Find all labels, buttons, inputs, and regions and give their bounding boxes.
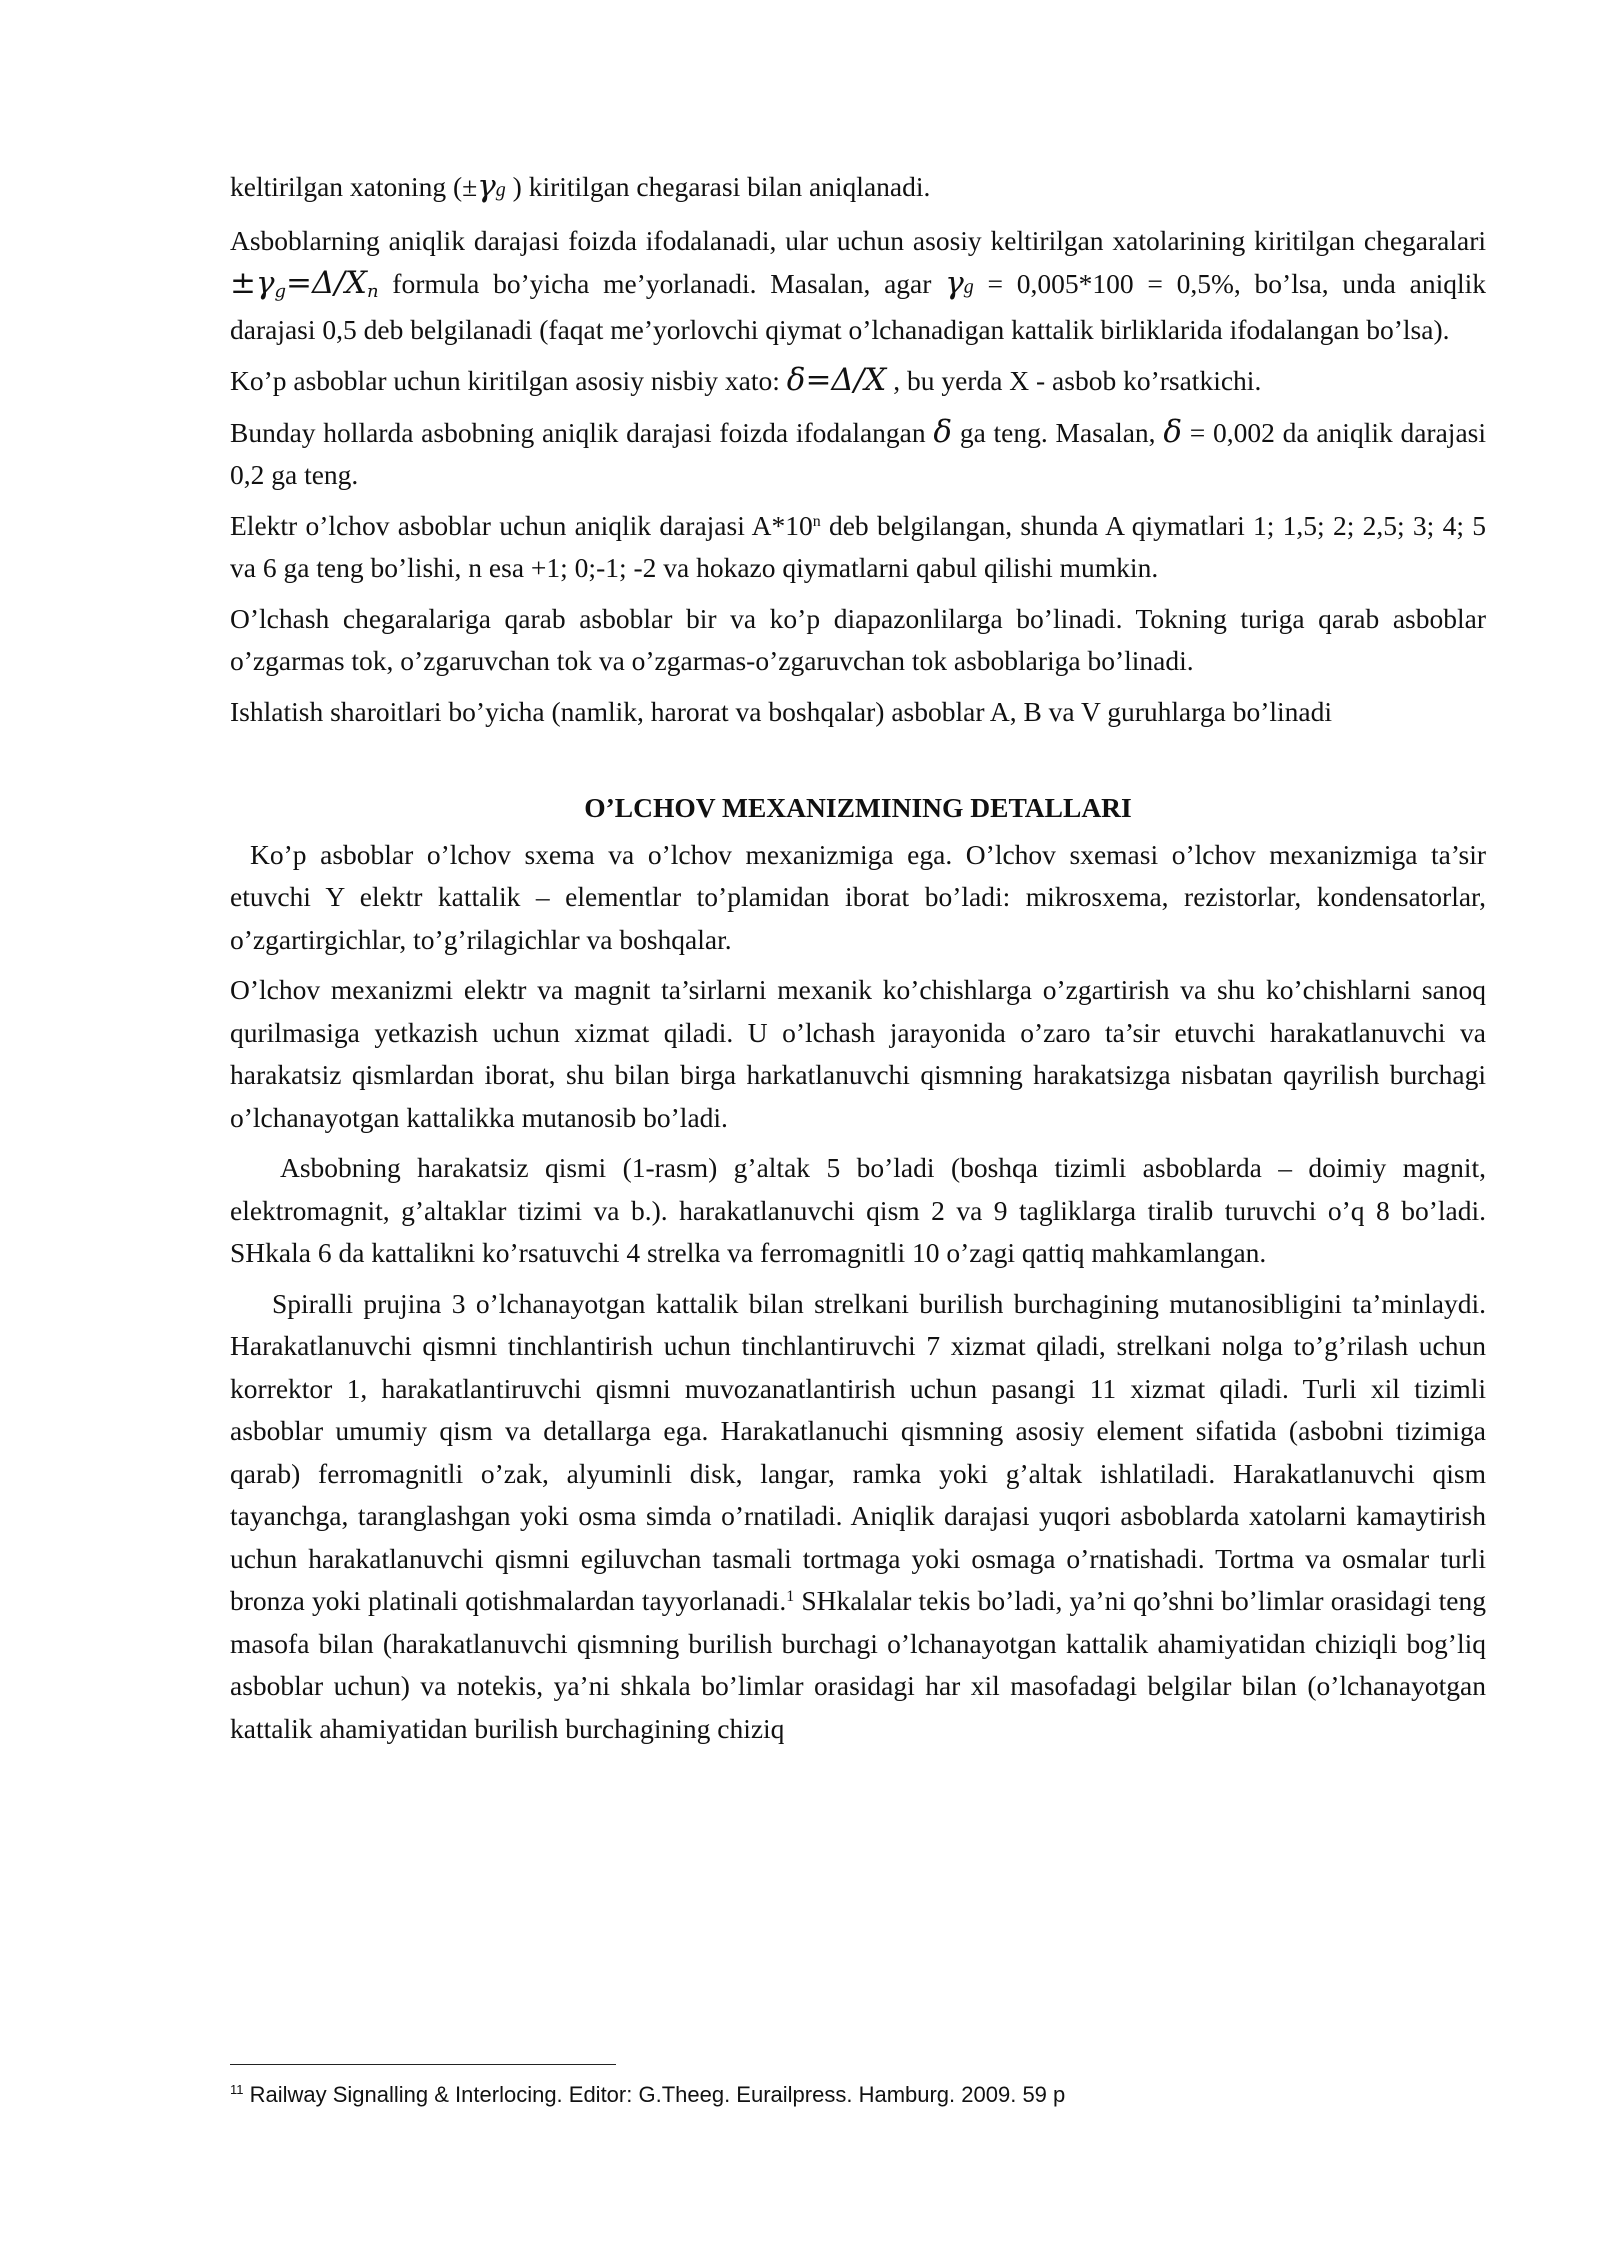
page-body <box>230 165 1486 1758</box>
gamma-symbol: γ <box>477 168 496 204</box>
paragraph-error-limit <box>230 165 1486 212</box>
text-run: , bu yerda X - asbob ko’rsatkichi. <box>886 365 1262 396</box>
paragraph-measuring-mechanism: O’lchov mexanizmi elektr va magnit ta’sirlarni mexanik ko’chishlarga o’zgartirish va shu ko’chishlarni sanoq qurilmasiga yetkazish uchun xizmat qiladi. U o’lchash jarayonida o’zaro ta’sir etuvchi harakatlanuvchi va harakatsiz qismlardan iborat, shu bilan birga harkatlanuvchi qismning harakatsizga nisbatan qayrilish burchagi o’lchanayotgan kattalikka mutanosib bo’ladi. <box>230 974 1486 1133</box>
footnote-reference[interactable]: 1 <box>786 1588 795 1605</box>
footnote-text: Railway Signalling & Interlocing. Editor: G.Theeg. Eurailpress. Hamburg. 2009. 59 p <box>243 2082 1066 2107</box>
footnote <box>230 2080 1486 2110</box>
footnote-separator <box>230 2064 616 2065</box>
paragraph-measuring-circuit: Ko’p asboblar o’lchov sxema va o’lchov mexanizmiga ega. O’lchov sxemasi o’lchov mexanizmiga ta’sir etuvchi Y elektr kattalik – elementlar to’plamidan iborat bo’ladi: mikrosxema, rezistorlar, kondensatorlar, o’zgartirgichlar, to’g’rilagichlar va boshqalar. <box>230 838 1486 955</box>
gamma-subscript: g <box>963 276 974 298</box>
text-run: formula bo’yicha me’yorlanadi. Masalan, agar <box>378 268 946 299</box>
text-run: SHkalalar tekis bo’ladi, ya’ni qo’shni bo’limlar orasidagi teng masofa bilan (harakatlanuvchi qismning burilish burchagi o’lchanayotgan kattalik ahamiyatidan chiziqli bog’liq asboblar uchun) va notekis, ya’ni shkala bo’limlar orasidagi har xil masofadagi belgilar bilan (o’lchanayotgan kattalik ahamiyatidan burilish burchagining chiziq <box>230 1585 1486 1744</box>
footnote-mark: 11 <box>230 2082 244 2097</box>
formula-part: =Δ/X <box>286 265 367 301</box>
text-run: = 0,005*100 = 0,5%, bo’lsa, unda aniqlik darajasi 0,5 deb belgilanadi (faqat me’yorlovchi qiymat o’lchanadigan kattalik birliklarida ifodalangan bo’lsa). <box>230 268 1486 345</box>
text-run: Elektr o’lchov asboblar uchun aniqlik darajasi A*10 <box>230 509 813 541</box>
text-run: ga teng. Masalan, <box>952 416 1164 448</box>
gamma-subscript: g <box>495 179 506 201</box>
gamma-symbol: γ <box>945 265 964 301</box>
paragraph-electric-instruments <box>230 505 1486 590</box>
formula-subscript: g <box>274 281 287 302</box>
text-run: Ko’p asboblar uchun kiritilgan asosiy nisbiy xato: <box>230 365 787 396</box>
formula-subscript: n <box>366 281 379 302</box>
paragraph-measurement-limits: O’lchash chegaralariga qarab asboblar bir va ko’p diapazonlilarga bo’linadi. Tokning turiga qarab asboblar o’zgarmas tok, o’zgaruvchan tok va o’zgarmas-o’zgaruvchan tok asboblariga bo’linadi. <box>230 602 1486 676</box>
text-run: ) kiritilgan chegarasi bilan aniqlanadi. <box>505 171 931 202</box>
text-run: deb belgilangan, shunda A qiymatlari 1; 1,5; 2; 2,5; 3; 4; 5 va 6 ga teng bo’lishi, n esa +1; 0;-1; -2 va hokazo qiymatlarni qabul qilishi mumkin. <box>230 509 1486 583</box>
text-run: keltirilgan xatoning (± <box>230 171 478 202</box>
formula-relative-error: δ=Δ/X <box>786 362 887 398</box>
paragraph-relative-error <box>230 359 1486 403</box>
paragraph-spiral-spring <box>230 1283 1486 1751</box>
text-run: = 0,002 da aniqlik darajasi 0,2 ga teng. <box>230 416 1486 490</box>
formula-part: ±γ <box>230 265 275 301</box>
text-run: Spiralli prujina 3 o’lchanayotgan kattalik bilan strelkani burilish burchagining mutanosibligini ta’minlaydi. Harakatlanuvchi qismni tinchlantirish uchun tinchlantiruvchi 7 xizmat qiladi, strelkani nolga to’g’rilash uchun korrektor 1, harakatlantiruvchi qismni muvozanatlantirish uchun pasangi 11 xizmat qiladi. Turli xil tizimli asboblar umumiy qism va detallarga ega. Harakatlanuchi qismning asosiy element sifatida (asbobni tizimiga qarab) ferromagnitli o’zak, alyuminli disk, langar, ramka yoki g’altak ishlatiladi. Harakatlanuvchi qism tayanchga, taranglashgan yoki osma simda o’rnatiladi. Aniqlik darajasi yuqori asboblarda xatolarni kamaytirish uchun harakatlanuvchi qismni egiluvchan tasmali tortmaga yoki osmaga o’rnatishadi. Tortma va osmalar turli bronza yoki platinali qotishmalardan tayyorlanadi. <box>230 1287 1486 1616</box>
paragraph-accuracy-percent <box>230 411 1486 497</box>
paragraph-accuracy-class <box>230 220 1486 352</box>
paragraph-fixed-part: Asbobning harakatsiz qismi (1-rasm) g’altak 5 bo’ladi (boshqa tizimli asboblarda – doimiy magnit, elektromagnit, g’altaklar tizimi va b.). harakatlanuvchi qism 2 va 9 tagliklarga tiralib turuvchi o’q 8 bo’ladi. SHkala 6 da kattalikni ko’rsatuvchi 4 strelka va ferromagnitli 10 o’zagi qattiq mahkamlangan. <box>230 1152 1486 1268</box>
text-run: Bunday hollarda asbobning aniqlik darajasi foizda ifodalangan <box>230 416 934 448</box>
formula-reduced-error <box>230 265 379 301</box>
paragraph-operating-conditions: Ishlatish sharoitlari bo’yicha (namlik, harorat va boshqalar) asboblar A, B va V guruhlarga bo’linadi <box>230 695 1333 727</box>
delta-symbol: δ <box>1163 413 1182 450</box>
section-heading: O’LCHOV MEXANIZMINING DETALLARI <box>584 792 1132 823</box>
superscript: n <box>812 512 821 530</box>
text-run: Asboblarning aniqlik darajasi foizda ifodalanadi, ular uchun asosiy keltirilgan xatolarining kiritilgan chegaralari <box>230 224 1486 256</box>
delta-symbol: δ <box>933 413 953 450</box>
